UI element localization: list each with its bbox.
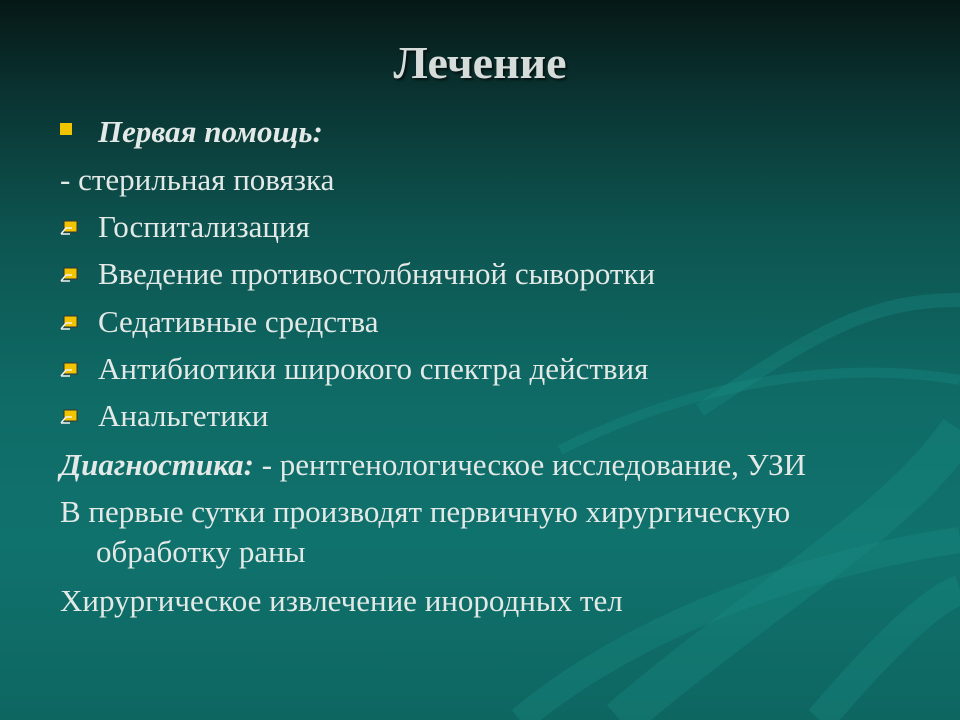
slide-title: Лечение <box>393 37 567 88</box>
first-aid-heading: Первая помощь: <box>98 114 323 149</box>
list-item-label: Госпитализация <box>98 209 310 244</box>
list-item-label: Седативные средства <box>98 304 379 339</box>
first-day-line-1: В первые сутки производят первичную хирургическую <box>60 494 791 529</box>
list-item <box>60 398 268 434</box>
diagnostics-line <box>60 447 806 483</box>
foreign-body-removal-line: Хирургическое извлечение инородных тел <box>60 583 623 618</box>
folder-bullet-icon <box>60 315 82 331</box>
folder-bullet-icon <box>60 409 82 425</box>
list-item <box>60 351 648 387</box>
first-aid-heading-line <box>60 114 323 150</box>
folder-bullet-icon <box>60 362 82 378</box>
first-day-line-2: обработку раны <box>96 534 306 569</box>
diagnostics-text: - рентгенологическое исследование, УЗИ <box>253 447 807 482</box>
folder-bullet-icon <box>60 220 82 236</box>
folder-bullet-icon <box>60 267 82 283</box>
list-item-label: Введение противостолбнячной сыворотки <box>98 256 656 291</box>
list-item-label: Антибиотики широкого спектра действия <box>98 351 649 386</box>
list-item <box>60 256 655 292</box>
list-item-label: Анальгетики <box>98 398 269 433</box>
sterile-bandage-line: - стерильная повязка <box>60 162 335 197</box>
list-item <box>60 304 379 340</box>
diagnostics-label: Диагностика: <box>60 447 254 482</box>
list-item <box>60 209 310 245</box>
square-bullet-icon <box>60 123 72 135</box>
